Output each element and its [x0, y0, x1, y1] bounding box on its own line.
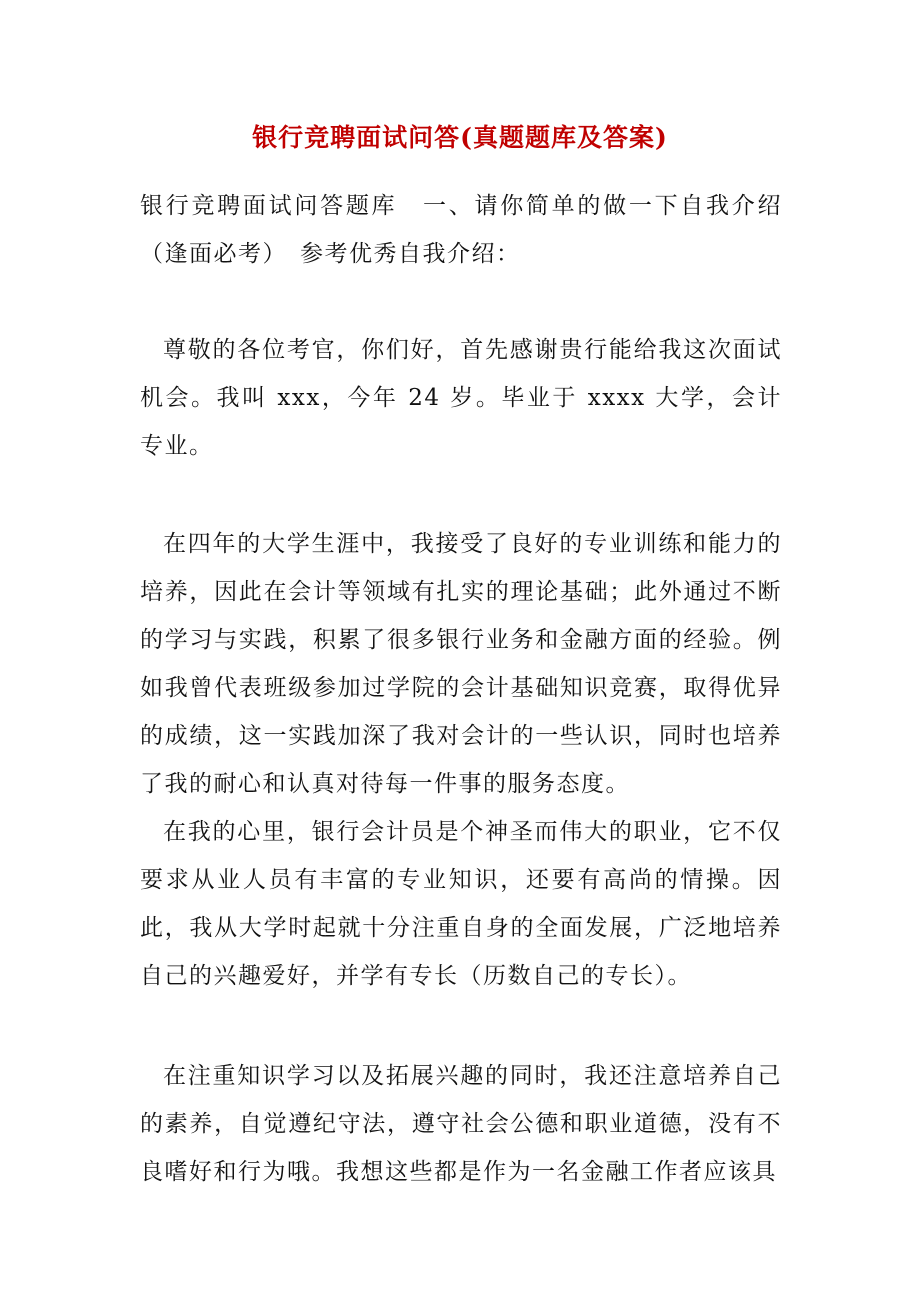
intro-block [140, 182, 782, 278]
paragraph-3: 在我的心里，银行会计员是个神圣而伟大的职业，它不仅要求从业人员有丰富的专业知识，还要有高尚的情操。因此，我从大学时起就十分注重自身的全面发展，广泛地培养自己的兴趣爱好，并学有专长（历数自己的专长）。 [140, 819, 782, 989]
paragraph-2: 在四年的大学生涯中，我接受了良好的专业训练和能力的培养，因此在会计等领域有扎实的理论基础；此外通过不断的学习与实践，积累了很多银行业务和金融方面的经验。例如我曾代表班级参加过学院的会计基础知识竞赛，取得优异的成绩，这一实践加深了我对会计的一些认识，同时也培养了我的耐心和认真对待每一件事的服务态度。 [140, 531, 782, 797]
document-title: 银行竞聘面试问答(真题题库及答案) [252, 123, 668, 152]
paragraph-1: 尊敬的各位考官，你们好，首先感谢贵行能给我这次面试机会。我叫 xxx，今年 24 岁。毕业于 xxxx 大学，会计专业。 [140, 337, 782, 459]
paragraph-3-block [140, 808, 782, 1000]
paragraph-1-block [140, 326, 782, 470]
intro-paragraph: 银行竞聘面试问答题库 一、请你简单的做一下自我介绍（逢面必考） 参考优秀自我介绍： [140, 193, 782, 267]
paragraph-4-block [140, 1052, 782, 1196]
paragraph-2-block [140, 520, 782, 808]
paragraph-4: 在注重知识学习以及拓展兴趣的同时，我还注意培养自己的素养，自觉遵纪守法，遵守社会公德和职业道德，没有不良嗜好和行为哦。我想这些都是作为一名金融工作者应该具 [140, 1063, 782, 1185]
